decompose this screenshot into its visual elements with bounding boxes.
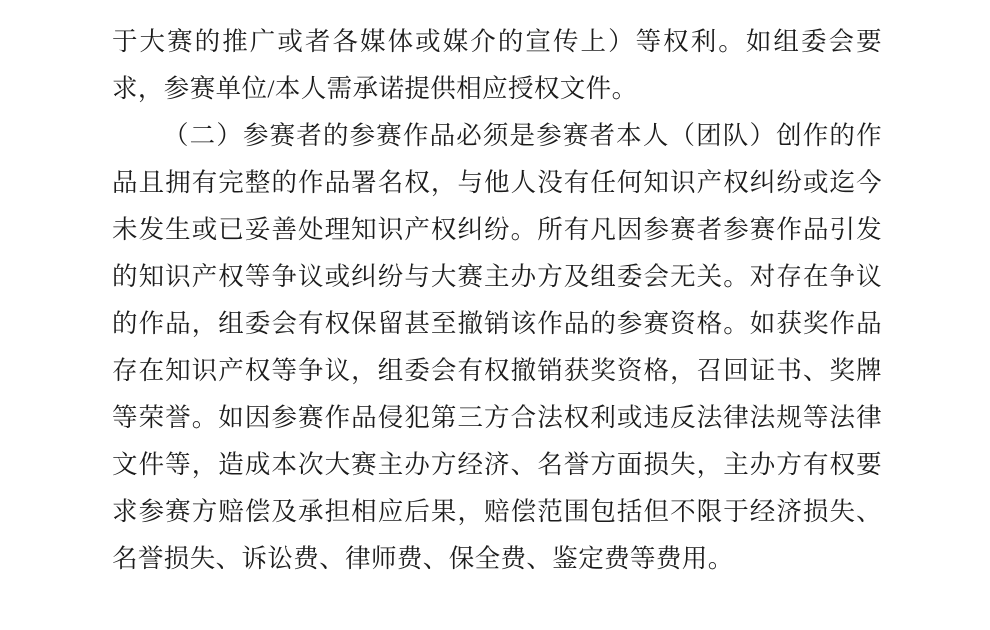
paragraph-continued: 于大赛的推广或者各媒体或媒介的宣传上）等权利。如组委会要求，参赛单位/本人需承诺提供相应授权文件。 — [112, 27, 882, 103]
paragraph-item-2: （二）参赛者的参赛作品必须是参赛者本人（团队）创作的作品且拥有完整的作品署名权，与他人没有任何知识产权纠纷或迄今未发生或已妥善处理知识产权纠纷。所有凡因参赛者参赛作品引发的知识产权等争议或纠纷与大赛主办方及组委会无关。对存在争议的作品，组委会有权保留甚至撤销该作品的参赛资格。如获奖作品存在知识产权等争议，组委会有权撤销获奖资格，召回证书、奖牌等荣誉。如因参赛作品侵犯第三方合法权利或违反法律法规等法律文件等，造成本次大赛主办方经济、名誉方面损失，主办方有权要求参赛方赔偿及承担相应后果，赔偿范围包括但不限于经济损失、名誉损失、诉讼费、律师费、保全费、鉴定费等费用。 — [112, 121, 882, 573]
document-body — [112, 18, 882, 582]
